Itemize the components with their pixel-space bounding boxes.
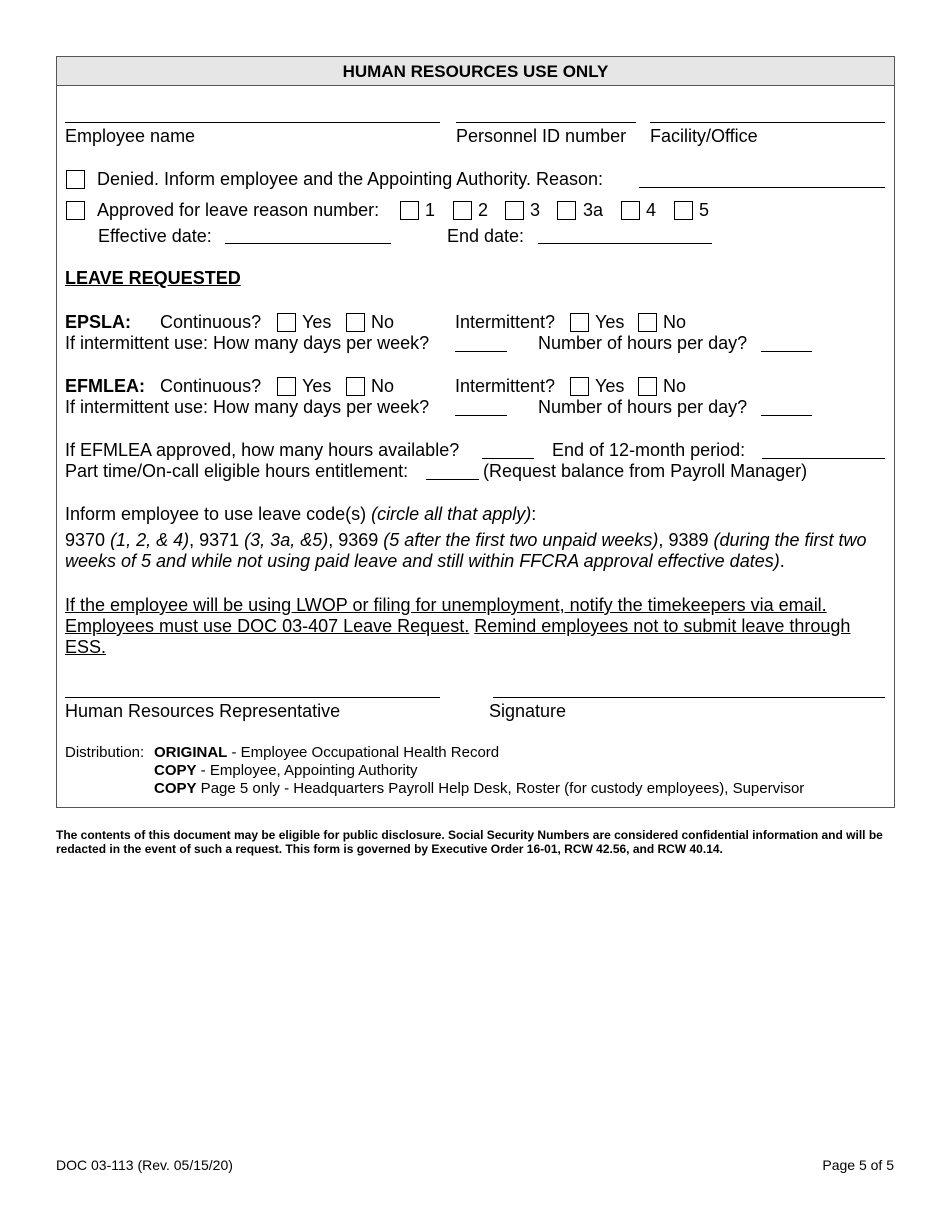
- personnel-id-label: Personnel ID number: [456, 126, 627, 146]
- epsla-hours-per-day-label: Number of hours per day?: [538, 333, 748, 353]
- epsla-intermittent-label: Intermittent?: [455, 312, 556, 332]
- facility-label: Facility/Office: [650, 126, 758, 146]
- efmlea-intermittent-label: Intermittent?: [455, 376, 556, 396]
- reason-3a-label: 3a: [583, 200, 604, 220]
- part-time-field[interactable]: [426, 479, 479, 480]
- approved-checkbox[interactable]: [66, 201, 85, 220]
- hr-rep-field[interactable]: [65, 697, 440, 698]
- epsla-days-per-week-label: If intermittent use: How many days per week?: [65, 333, 430, 353]
- distribution-copy-1: COPY - Employee, Appointing Authority: [154, 762, 418, 779]
- effective-date-label: Effective date:: [98, 226, 212, 246]
- leave-codes-text: 9370 (1, 2, & 4), 9371 (3, 3a, &5), 9369 (5 after the first two unpaid weeks), 9389 (during the first two weeks of 5 and while not using paid leave and still within FFCRA approval effective dates).: [65, 530, 867, 571]
- hr-rep-label: Human Resources Representative: [65, 701, 341, 721]
- end-period-label: End of 12-month period:: [552, 440, 746, 460]
- distribution-original: ORIGINAL - Employee Occupational Health Record: [154, 744, 500, 761]
- efmlea-intermittent-no-checkbox[interactable]: [638, 377, 657, 396]
- part-time-label: Part time/On-call eligible hours entitlement:: [65, 461, 409, 481]
- disclosure-text: The contents of this document may be eligible for public disclosure. Social Security Numbers are considered confidential information and will be redacted in the event of such a request. This form is governed by Executive Order 16-01, RCW 42.56, and RCW 40.14.: [56, 828, 883, 856]
- end-date-field[interactable]: [538, 243, 712, 244]
- facility-field[interactable]: [650, 122, 885, 123]
- reason-3-label: 3: [530, 200, 541, 220]
- employee-name-field[interactable]: [65, 122, 440, 123]
- epsla-continuous-no-label: No: [371, 312, 395, 332]
- hours-available-field[interactable]: [482, 458, 534, 459]
- section-title: HUMAN RESOURCES USE ONLY: [57, 57, 894, 86]
- epsla-continuous-label: Continuous?: [160, 312, 262, 332]
- efmlea-intermittent-yes-label: Yes: [595, 376, 625, 396]
- end-date-label: End date:: [447, 226, 525, 246]
- efmlea-continuous-yes-checkbox[interactable]: [277, 377, 296, 396]
- page-number: Page 5 of 5: [822, 1157, 894, 1173]
- form-id: DOC 03-113 (Rev. 05/15/20): [56, 1157, 233, 1173]
- approved-label: Approved for leave reason number:: [97, 200, 380, 220]
- notice-text: If the employee will be using LWOP or filing for unemployment, notify the timekeepers via email. Employees must use DOC 03-407 Leave Request. Remind employees not to submit leave through ESS.: [65, 595, 851, 657]
- denied-reason-field[interactable]: [639, 187, 885, 188]
- reason-1-label: 1: [425, 200, 436, 220]
- efmlea-continuous-no-label: No: [371, 376, 395, 396]
- request-balance-note: (Request balance from Payroll Manager): [483, 461, 808, 481]
- epsla-days-per-week-field[interactable]: [455, 351, 507, 352]
- epsla-label: EPSLA:: [65, 312, 132, 332]
- reason-4-label: 4: [646, 200, 657, 220]
- epsla-continuous-yes-label: Yes: [302, 312, 332, 332]
- epsla-intermittent-yes-checkbox[interactable]: [570, 313, 589, 332]
- epsla-hours-per-day-field[interactable]: [761, 351, 812, 352]
- reason-3a-checkbox[interactable]: [557, 201, 576, 220]
- reason-2-label: 2: [478, 200, 489, 220]
- end-period-field[interactable]: [762, 458, 885, 459]
- efmlea-continuous-label: Continuous?: [160, 376, 262, 396]
- denied-checkbox[interactable]: [66, 170, 85, 189]
- efmlea-intermittent-no-label: No: [663, 376, 687, 396]
- efmlea-days-per-week-field[interactable]: [455, 415, 507, 416]
- hours-available-label: If EFMLEA approved, how many hours available?: [65, 440, 460, 460]
- reason-1-checkbox[interactable]: [400, 201, 419, 220]
- signature-label: Signature: [489, 701, 567, 721]
- efmlea-hours-per-day-label: Number of hours per day?: [538, 397, 748, 417]
- efmlea-label: EFMLEA:: [65, 376, 145, 396]
- epsla-intermittent-no-label: No: [663, 312, 687, 332]
- distribution-label: Distribution:: [65, 744, 145, 761]
- codes-intro: Inform employee to use leave code(s) (circle all that apply):: [65, 504, 537, 524]
- reason-5-label: 5: [699, 200, 710, 220]
- signature-field[interactable]: [493, 697, 885, 698]
- efmlea-continuous-no-checkbox[interactable]: [346, 377, 365, 396]
- efmlea-days-per-week-label: If intermittent use: How many days per week?: [65, 397, 430, 417]
- efmlea-intermittent-yes-checkbox[interactable]: [570, 377, 589, 396]
- personnel-id-field[interactable]: [456, 122, 636, 123]
- efmlea-hours-per-day-field[interactable]: [761, 415, 812, 416]
- reason-5-checkbox[interactable]: [674, 201, 693, 220]
- effective-date-field[interactable]: [225, 243, 391, 244]
- reason-3-checkbox[interactable]: [505, 201, 524, 220]
- epsla-intermittent-yes-label: Yes: [595, 312, 625, 332]
- distribution-copy-2: COPY Page 5 only - Headquarters Payroll Help Desk, Roster (for custody employees), Supervisor: [154, 780, 805, 797]
- leave-requested-heading: LEAVE REQUESTED: [65, 268, 241, 288]
- epsla-continuous-no-checkbox[interactable]: [346, 313, 365, 332]
- epsla-intermittent-no-checkbox[interactable]: [638, 313, 657, 332]
- reason-2-checkbox[interactable]: [453, 201, 472, 220]
- efmlea-continuous-yes-label: Yes: [302, 376, 332, 396]
- denied-label: Denied. Inform employee and the Appointing Authority. Reason:: [97, 169, 603, 189]
- reason-4-checkbox[interactable]: [621, 201, 640, 220]
- epsla-continuous-yes-checkbox[interactable]: [277, 313, 296, 332]
- employee-name-label: Employee name: [65, 126, 196, 146]
